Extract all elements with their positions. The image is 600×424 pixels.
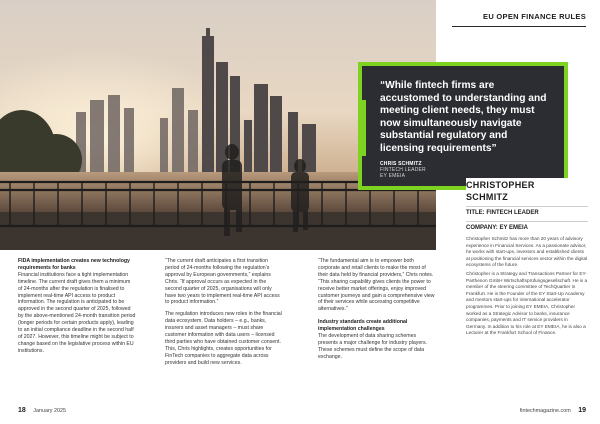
- page-number-right: 19: [578, 407, 586, 414]
- footer-left: [18, 407, 66, 414]
- profile-title: TITLE: FINTECH LEADER: [466, 206, 588, 217]
- pull-quote-box: [358, 62, 568, 190]
- profile-company: COMPANY: EY EMEIA: [466, 221, 588, 232]
- quote-attribution-role: FINTECH LEADER: [380, 166, 426, 173]
- article-column-2: [165, 258, 283, 367]
- issue-date: January 2025: [33, 408, 66, 414]
- quote-accent-bar: [358, 100, 366, 156]
- article-column-1: [18, 258, 136, 355]
- pull-quote-text: “While fintech firms are accustomed to understanding and meeting client needs, they must now simultaneously navigate substantial regulatory and licensing requirements”: [380, 80, 547, 154]
- section-divider: [452, 26, 586, 27]
- article-paragraph: Financial institutions face a tight implementation timeline. The current draft gives them a minimum of 24-months after the regulation is finalised to implement real-time API access to product information. The regulation is anticipated to be approved in the second quarter of 2025, followed by the above-mentioned 24-month transition period (longer periods for certain products apply), leading to an initial compliance deadline in the second half of 2027. However, this timeline might be subject to change based on the legislative process within EU institutions.: [18, 271, 136, 354]
- article-subheading: FIDA implementation creates new technology requirements for banks: [18, 258, 130, 271]
- profile-sidebar: [466, 178, 588, 337]
- page-number-left: 18: [18, 407, 26, 414]
- article-column-3: [318, 258, 436, 361]
- article-paragraph: “The current draft anticipates a first transition period of 24-months following the regulation’s approval by European governments,” explains Chris. “If approval occurs as expected in the second quarter of 2025, organisations will only have two years to implement real-time API access to product information.”: [165, 258, 280, 306]
- article-paragraph: The regulation introduces new roles in the financial data ecosystem. Data holders – e.g., banks, insurers and asset managers – must share customer information with data users – licensed third parties who have obtained customer consent. This, Chris highlights, creates opportunities for FinTech companies to aggregate data across providers and build new services.: [165, 311, 282, 366]
- site-url: fintechmagazine.com: [519, 408, 571, 414]
- profile-name-last: SCHMITZ: [466, 190, 588, 202]
- quote-attribution-name: CHRIS SCHMITZ: [380, 160, 422, 167]
- profile-bio: [466, 236, 588, 337]
- profile-name-first: CHRISTOPHER: [466, 178, 588, 190]
- footer-right: [520, 407, 586, 414]
- profile-bio-paragraph: Christopher Schmitz has more than 20 years of advisory experience in Financial Services. As a passionate advisor, he works with start-ups, investors and established clients at positioning the financial services sector within the digital ecosystems of the future.: [466, 236, 588, 268]
- profile-bio-paragraph: Christopher is a Strategy and Transactions Partner for EY-Parthenon GmbH Wirtschaftsprüfungsgesellschaft. He is a member of the steering committee of TechQuartier in Frankfurt. He is the Founder of the EY Start-Up Academy and mentors start-ups for international accelerator programmes. Prior to joining EY EMEIA, Christopher worked as a Strategic Advisor to banks, insurance companies, payments and IT service providers in Germany. In addition to his role at EY EMEIA, he is also a Lecturer at the Frankfurt School of Finance.: [466, 270, 588, 336]
- article-paragraph: The development of data sharing schemes presents a major challenge for industry players. These schemes must define the scope of data exchange.: [318, 333, 427, 360]
- article-paragraph: “The fundamental aim is to empower both corporate and retail clients to make the most of their data held by financial providers,” Chris notes. “This sharing capability gives clients the power to receive better market offerings, enjoy improved customer journeys and gain a comprehensive view of their services while accessing competitive alternatives.”: [318, 258, 435, 313]
- quote-attribution-company: EY EMEIA: [380, 172, 406, 179]
- article-subheading: Industry standards create additional implementation challenges: [318, 319, 408, 333]
- section-header: EU OPEN FINANCE RULES: [483, 12, 586, 21]
